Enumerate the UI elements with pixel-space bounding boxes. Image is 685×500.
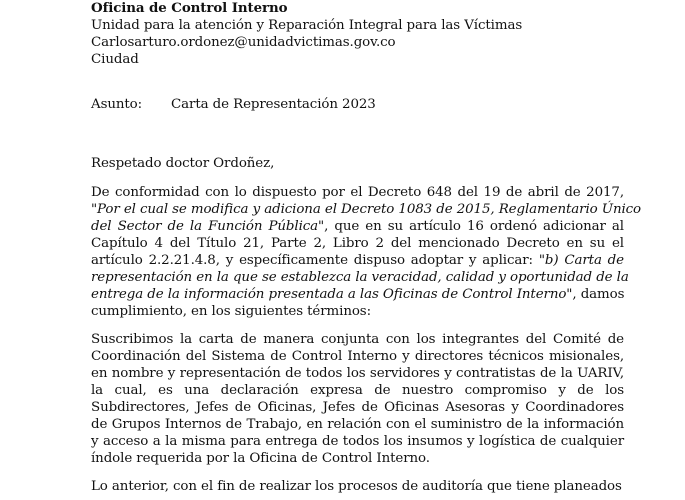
paragraph-line [91,252,624,269]
quote-fragment: entrega de la información presentada a las Oficinas de Control Interno" [91,287,573,302]
paragraph-line: Subdirectores, Jefes de Oficinas, Jefes de Oficinas Asesoras y Coordinadores [91,400,624,415]
paragraph-line: Lo anterior, con el fin de realizar los procesos de auditoría que tiene planeados [91,479,622,494]
paragraph-line: y acceso a la misma para entrega de todos los insumos y logística de cualquier [91,434,624,449]
quote-fragment: "b) Carta de [538,253,624,268]
paragraph-line [91,286,624,303]
paragraph-line: en nombre y representación de todos los servidores y contratistas de la UARIV, [91,366,624,381]
unit-name: Unidad para la atención y Reparación Integral para las Víctimas [91,18,523,33]
paragraph-line: "Por el cual se modifica y adiciona el Decreto 1083 de 2015, Reglamentario Único [91,202,642,217]
paragraph-line: la cual, es una declaración expresa de nuestro compromiso y de los [91,383,624,398]
paragraph-text-fragment: artículo 2.2.21.4.8, y específicamente dispuso adoptar y aplicar: [91,253,539,268]
paragraph-line: representación en la que se establezca la veracidad, calidad y oportunidad de la [91,270,629,285]
paragraph-line [91,218,624,235]
paragraph-text-fragment: , damos [572,287,625,302]
paragraph-line: cumplimiento, en los siguientes términos: [91,304,371,319]
paragraph-line: Capítulo 4 del Título 21, Parte 2, Libro 2 del mencionado Decreto en su el [91,236,624,251]
paragraph-line: índole requerida por la Oficina de Control Interno. [91,451,430,466]
paragraph-line: Suscribimos la carta de manera conjunta con los integrantes del Comité de [91,332,624,347]
office-name: Oficina de Control Interno [91,0,288,16]
recipient-email: Carlosarturo.ordonez@unidadvictimas.gov.co [91,35,396,50]
paragraph-line: de Grupos Internos de Trabajo, en relación con el suministro de la información [91,417,624,432]
salutation: Respetado doctor Ordoñez, [91,156,275,171]
paragraph-text-fragment: , que en su artículo 16 ordenó adicionar al [324,219,624,234]
decree-title-fragment: del Sector de la Función Pública" [91,219,325,234]
recipient-city: Ciudad [91,52,139,67]
subject-label: Asunto: [91,97,143,112]
paragraph-line: Coordinación del Sistema de Control Interno y directores técnicos misionales, [91,349,624,364]
subject-value: Carta de Representación 2023 [171,97,376,112]
paragraph-line: De conformidad con lo dispuesto por el Decreto 648 del 19 de abril de 2017, [91,185,624,200]
